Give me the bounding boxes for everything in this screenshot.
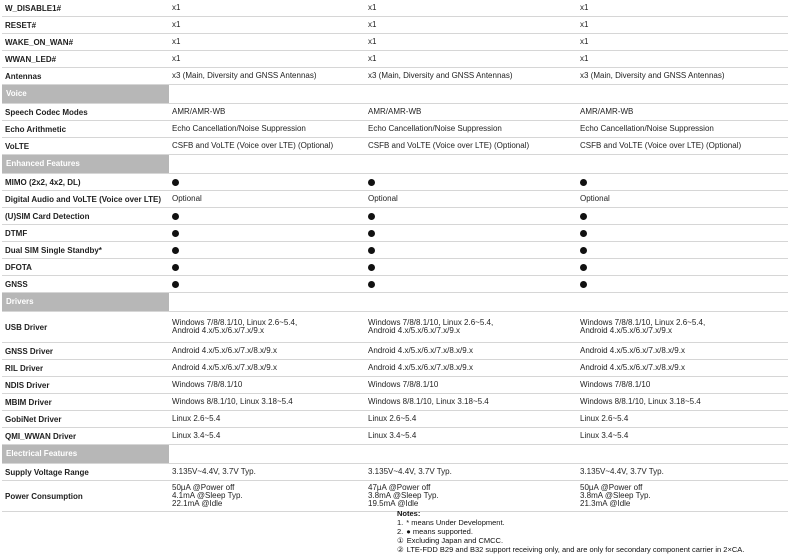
supported-dot-icon xyxy=(368,213,375,220)
supported-cell xyxy=(365,242,577,259)
supported-cell xyxy=(169,225,365,242)
spec-value: x1 xyxy=(577,0,788,17)
spec-value: AMR/AMR-WB xyxy=(365,104,577,121)
spec-value: Windows 8/8.1/10, Linux 3.18~5.4 xyxy=(577,394,788,411)
spec-value: x1 xyxy=(577,51,788,68)
spec-value: Linux 3.4~5.4 xyxy=(577,428,788,445)
supported-cell xyxy=(577,208,788,225)
spec-value: x1 xyxy=(169,0,365,17)
supported-dot-icon xyxy=(172,213,179,220)
spec-value: Windows 7/8/8.1/10 xyxy=(577,377,788,394)
spec-value: Windows 7/8/8.1/10 xyxy=(365,377,577,394)
spec-value: Optional xyxy=(169,191,365,208)
supported-dot-icon xyxy=(172,264,179,271)
supported-dot-icon xyxy=(580,230,587,237)
supported-cell xyxy=(169,259,365,276)
spec-row xyxy=(2,259,788,276)
spec-label: MBIM Driver xyxy=(2,394,169,411)
supported-cell xyxy=(577,225,788,242)
spec-row xyxy=(2,17,788,34)
supported-dot-icon xyxy=(368,230,375,237)
spec-value: CSFB and VoLTE (Voice over LTE) (Optional) xyxy=(577,138,788,155)
section-header-cell xyxy=(2,85,788,104)
supported-cell xyxy=(169,276,365,293)
spec-label: WWAN_LED# xyxy=(2,51,169,68)
spec-label: Power Consumption xyxy=(2,481,169,512)
spec-value: Linux 3.4~5.4 xyxy=(169,428,365,445)
spec-row xyxy=(2,428,788,445)
supported-cell xyxy=(577,242,788,259)
spec-value: x1 xyxy=(365,0,577,17)
supported-cell xyxy=(365,174,577,191)
spec-table-body xyxy=(2,0,788,512)
spec-row xyxy=(2,0,788,17)
spec-label: W_DISABLE1# xyxy=(2,0,169,17)
spec-row xyxy=(2,225,788,242)
note-text: ● means supported. xyxy=(406,527,473,536)
spec-label: GobiNet Driver xyxy=(2,411,169,428)
spec-label: (U)SIM Card Detection xyxy=(2,208,169,225)
spec-label: Echo Arithmetic xyxy=(2,121,169,138)
spec-label: VoLTE xyxy=(2,138,169,155)
spec-label: RESET# xyxy=(2,17,169,34)
spec-row xyxy=(2,68,788,85)
spec-value: Android 4.x/5.x/6.x/7.x/8.x/9.x xyxy=(169,343,365,360)
spec-value: Windows 7/8/8.1/10, Linux 2.6~5.4, Android 4.x/5.x/6.x/7.x/9.x xyxy=(365,312,577,343)
section-header-cell xyxy=(2,155,788,174)
spec-value: Android 4.x/5.x/6.x/7.x/8.x/9.x xyxy=(169,360,365,377)
spec-row xyxy=(2,138,788,155)
spec-value: x1 xyxy=(365,17,577,34)
spec-label: DTMF xyxy=(2,225,169,242)
note-marker: 1. xyxy=(397,518,404,527)
section-header-label: Drivers xyxy=(2,293,169,311)
spec-label: Speech Codec Modes xyxy=(2,104,169,121)
spec-label: DFOTA xyxy=(2,259,169,276)
spec-value: Android 4.x/5.x/6.x/7.x/8.x/9.x xyxy=(577,343,788,360)
supported-dot-icon xyxy=(580,247,587,254)
supported-dot-icon xyxy=(172,281,179,288)
spec-table xyxy=(2,0,788,512)
spec-row xyxy=(2,394,788,411)
note-item xyxy=(397,518,744,527)
spec-label: NDIS Driver xyxy=(2,377,169,394)
spec-value: 47μA @Power off 3.8mA @Sleep Typ. 19.5mA @Idle xyxy=(365,481,577,512)
spec-value: 3.135V~4.4V, 3.7V Typ. xyxy=(365,464,577,481)
note-marker: 2. xyxy=(397,527,404,536)
spec-row xyxy=(2,242,788,259)
spec-row xyxy=(2,121,788,138)
spec-row xyxy=(2,208,788,225)
section-header-label: Electrical Features xyxy=(2,445,169,463)
section-header-cell xyxy=(2,293,788,312)
supported-dot-icon xyxy=(368,264,375,271)
spec-row xyxy=(2,312,788,343)
notes-title: Notes: xyxy=(397,509,421,518)
spec-value: x1 xyxy=(577,17,788,34)
supported-cell xyxy=(365,208,577,225)
spec-row xyxy=(2,377,788,394)
spec-label: MIMO (2x2, 4x2, DL) xyxy=(2,174,169,191)
spec-value: Linux 2.6~5.4 xyxy=(169,411,365,428)
spec-label: GNSS xyxy=(2,276,169,293)
supported-cell xyxy=(169,208,365,225)
spec-row xyxy=(2,34,788,51)
spec-row xyxy=(2,411,788,428)
note-item xyxy=(397,545,744,554)
spec-value: x3 (Main, Diversity and GNSS Antennas) xyxy=(577,68,788,85)
supported-cell xyxy=(169,242,365,259)
note-text: Excluding Japan and CMCC. xyxy=(406,536,504,545)
spec-row xyxy=(2,191,788,208)
spec-row xyxy=(2,343,788,360)
spec-value: Echo Cancellation/Noise Suppression xyxy=(577,121,788,138)
spec-value: CSFB and VoLTE (Voice over LTE) (Optional) xyxy=(365,138,577,155)
spec-value: Windows 7/8/8.1/10, Linux 2.6~5.4, Android 4.x/5.x/6.x/7.x/9.x xyxy=(577,312,788,343)
note-marker: ② xyxy=(397,545,404,554)
spec-label: WAKE_ON_WAN# xyxy=(2,34,169,51)
spec-value: Echo Cancellation/Noise Suppression xyxy=(169,121,365,138)
supported-dot-icon xyxy=(172,247,179,254)
spec-label: USB Driver xyxy=(2,312,169,343)
spec-value: Linux 2.6~5.4 xyxy=(365,411,577,428)
supported-cell xyxy=(577,174,788,191)
spec-label: GNSS Driver xyxy=(2,343,169,360)
spec-value: 50μA @Power off 3.8mA @Sleep Typ. 21.3mA @Idle xyxy=(577,481,788,512)
spec-value: x1 xyxy=(169,34,365,51)
spec-value: x1 xyxy=(169,17,365,34)
spec-value: Echo Cancellation/Noise Suppression xyxy=(365,121,577,138)
spec-value: Android 4.x/5.x/6.x/7.x/8.x/9.x xyxy=(365,343,577,360)
note-text: LTE-FDD B29 and B32 support receiving only, and are only for secondary component carrier in 2×CA. xyxy=(406,545,745,554)
spec-value: x1 xyxy=(365,51,577,68)
spec-label: Supply Voltage Range xyxy=(2,464,169,481)
spec-value: Windows 8/8.1/10, Linux 3.18~5.4 xyxy=(169,394,365,411)
spec-value: x1 xyxy=(365,34,577,51)
supported-dot-icon xyxy=(580,264,587,271)
spec-row xyxy=(2,360,788,377)
spec-value: x1 xyxy=(169,51,365,68)
spec-label: QMI_WWAN Driver xyxy=(2,428,169,445)
supported-cell xyxy=(577,276,788,293)
supported-cell xyxy=(577,259,788,276)
supported-cell xyxy=(365,225,577,242)
section-header-cell xyxy=(2,445,788,464)
spec-row xyxy=(2,174,788,191)
spec-value: 50μA @Power off 4.1mA @Sleep Typ. 22.1mA @Idle xyxy=(169,481,365,512)
notes-block xyxy=(397,509,744,554)
spec-value: Windows 7/8/8.1/10, Linux 2.6~5.4, Android 4.x/5.x/6.x/7.x/9.x xyxy=(169,312,365,343)
supported-cell xyxy=(169,174,365,191)
section-header-row xyxy=(2,155,788,174)
spec-label: RIL Driver xyxy=(2,360,169,377)
notes-list xyxy=(397,518,744,554)
spec-value: Windows 8/8.1/10, Linux 3.18~5.4 xyxy=(365,394,577,411)
note-item xyxy=(397,536,744,545)
supported-dot-icon xyxy=(580,179,587,186)
spec-value: x3 (Main, Diversity and GNSS Antennas) xyxy=(169,68,365,85)
spec-value: x1 xyxy=(577,34,788,51)
spec-value: Linux 2.6~5.4 xyxy=(577,411,788,428)
spec-value: 3.135V~4.4V, 3.7V Typ. xyxy=(169,464,365,481)
section-header-label: Enhanced Features xyxy=(2,155,169,173)
supported-cell xyxy=(365,259,577,276)
spec-value: Optional xyxy=(577,191,788,208)
spec-value: Android 4.x/5.x/6.x/7.x/8.x/9.x xyxy=(577,360,788,377)
spec-value: 3.135V~4.4V, 3.7V Typ. xyxy=(577,464,788,481)
spec-row xyxy=(2,104,788,121)
spec-label: Antennas xyxy=(2,68,169,85)
supported-dot-icon xyxy=(368,247,375,254)
spec-value: Windows 7/8/8.1/10 xyxy=(169,377,365,394)
supported-dot-icon xyxy=(368,281,375,288)
section-header-row xyxy=(2,445,788,464)
section-header-label: Voice xyxy=(2,85,169,103)
spec-label: Digital Audio and VoLTE (Voice over LTE) xyxy=(2,191,169,208)
spec-value: Android 4.x/5.x/6.x/7.x/8.x/9.x xyxy=(365,360,577,377)
supported-cell xyxy=(365,276,577,293)
spec-value: AMR/AMR-WB xyxy=(577,104,788,121)
note-text: * means Under Development. xyxy=(406,518,505,527)
section-header-row xyxy=(2,293,788,312)
spec-value: Optional xyxy=(365,191,577,208)
spec-value: x3 (Main, Diversity and GNSS Antennas) xyxy=(365,68,577,85)
spec-value: Linux 3.4~5.4 xyxy=(365,428,577,445)
spec-row xyxy=(2,51,788,68)
supported-dot-icon xyxy=(368,179,375,186)
supported-dot-icon xyxy=(172,179,179,186)
supported-dot-icon xyxy=(580,281,587,288)
supported-dot-icon xyxy=(580,213,587,220)
spec-value: AMR/AMR-WB xyxy=(169,104,365,121)
section-header-row xyxy=(2,85,788,104)
note-marker: ① xyxy=(397,536,404,545)
spec-row xyxy=(2,481,788,512)
note-item xyxy=(397,527,744,536)
spec-label: Dual SIM Single Standby* xyxy=(2,242,169,259)
spec-row xyxy=(2,464,788,481)
spec-row xyxy=(2,276,788,293)
spec-value: CSFB and VoLTE (Voice over LTE) (Optional) xyxy=(169,138,365,155)
supported-dot-icon xyxy=(172,230,179,237)
